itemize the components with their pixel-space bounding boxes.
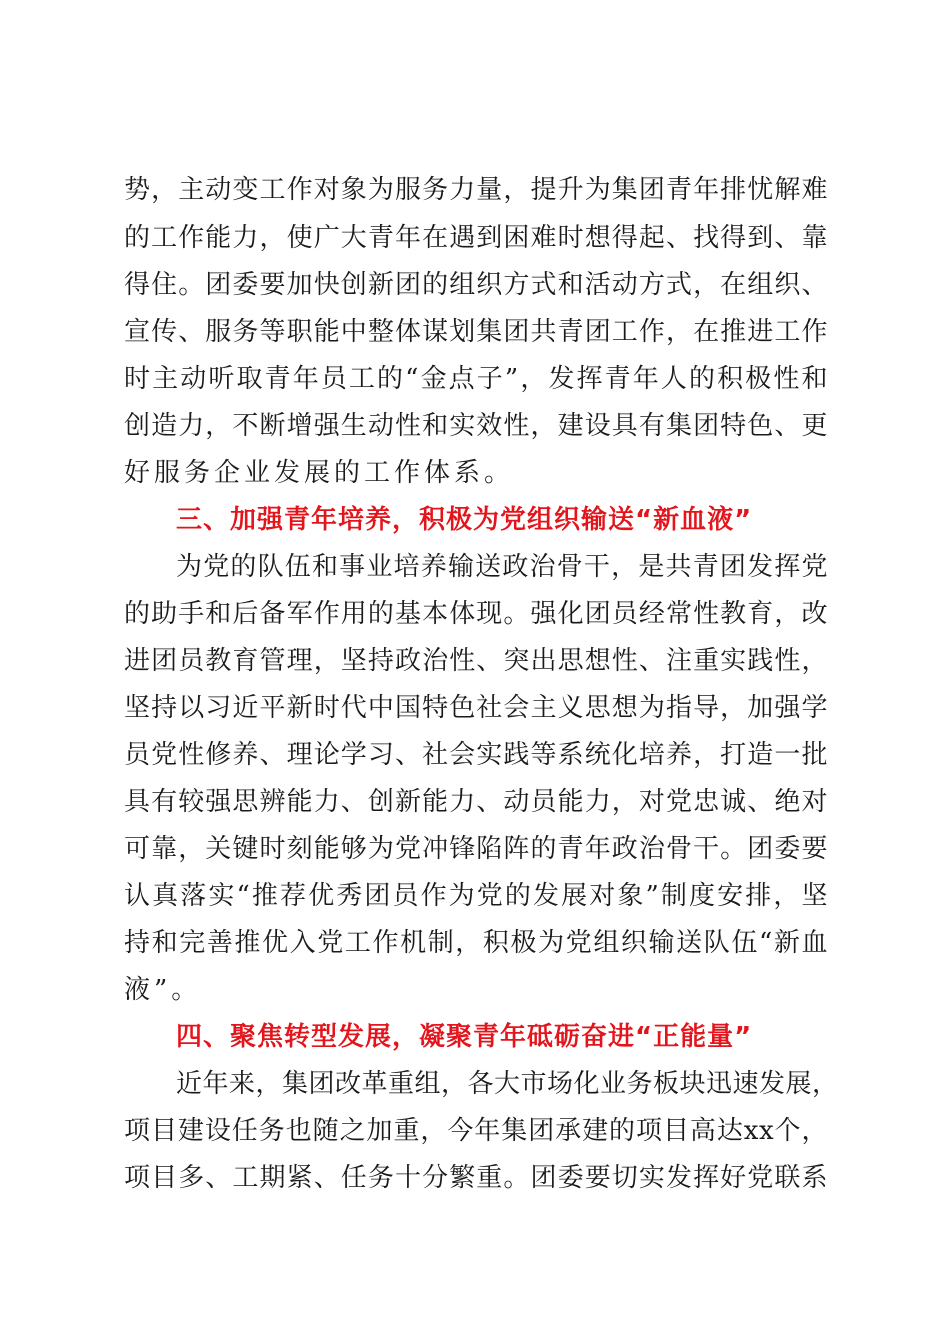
paragraph-line: 进团员教育管理，坚持政治性、突出思想性、注重实践性， (124, 646, 828, 676)
paragraph-line: 时主动听取青年员工的“金点子”，发挥青年人的积极性和 (124, 364, 828, 394)
paragraph-line: 液”。 (124, 975, 202, 1005)
paragraph-line: 得住。团委要加快创新团的组织方式和活动方式，在组织、 (124, 270, 828, 300)
paragraph-line: 的助手和后备军作用的基本体现。强化团员经常性教育，改 (124, 599, 828, 629)
paragraph-line: 认真落实“推荐优秀团员作为党的发展对象”制度安排，坚 (124, 881, 828, 911)
paragraph-line: 的工作能力，使广大青年在遇到困难时想得起、找得到、靠 (124, 223, 828, 253)
paragraph-line: 可靠，关键时刻能够为党冲锋陷阵的青年政治骨干。团委要 (124, 834, 828, 864)
paragraph-line: 好服务企业发展的工作体系。 (124, 458, 515, 488)
paragraph-line: 近年来，集团改革重组，各大市场化业务板块迅速发展， (176, 1069, 839, 1099)
paragraph-line: 宣传、服务等职能中整体谋划集团共青团工作，在推进工作 (124, 317, 828, 347)
paragraph-line: 为党的队伍和事业培养输送政治骨干，是共青团发挥党 (176, 552, 828, 582)
section-heading-4: 四、聚焦转型发展，凝聚青年砥砺奋进“正能量” (176, 1022, 753, 1052)
paragraph-line: 项目建设任务也随之加重，今年集团承建的项目高达xx个， (124, 1116, 828, 1146)
paragraph-line: 项目多、工期紧、任务十分繁重。团委要切实发挥好党联系 (124, 1163, 828, 1193)
paragraph-line: 势，主动变工作对象为服务力量，提升为集团青年排忧解难 (124, 175, 828, 205)
section-heading-3: 三、加强青年培养，积极为党组织输送“新血液” (176, 505, 753, 535)
paragraph-line: 员党性修养、理论学习、社会实践等系统化培养，打造一批 (124, 740, 828, 770)
paragraph-line: 具有较强思辨能力、创新能力、动员能力，对党忠诚、绝对 (124, 787, 828, 817)
paragraph-line: 坚持以习近平新时代中国特色社会主义思想为指导，加强学 (124, 693, 828, 723)
paragraph-line: 创造力，不断增强生动性和实效性，建设具有集团特色、更 (124, 411, 828, 441)
paragraph-line: 持和完善推优入党工作机制，积极为党组织输送队伍“新血 (124, 928, 828, 958)
